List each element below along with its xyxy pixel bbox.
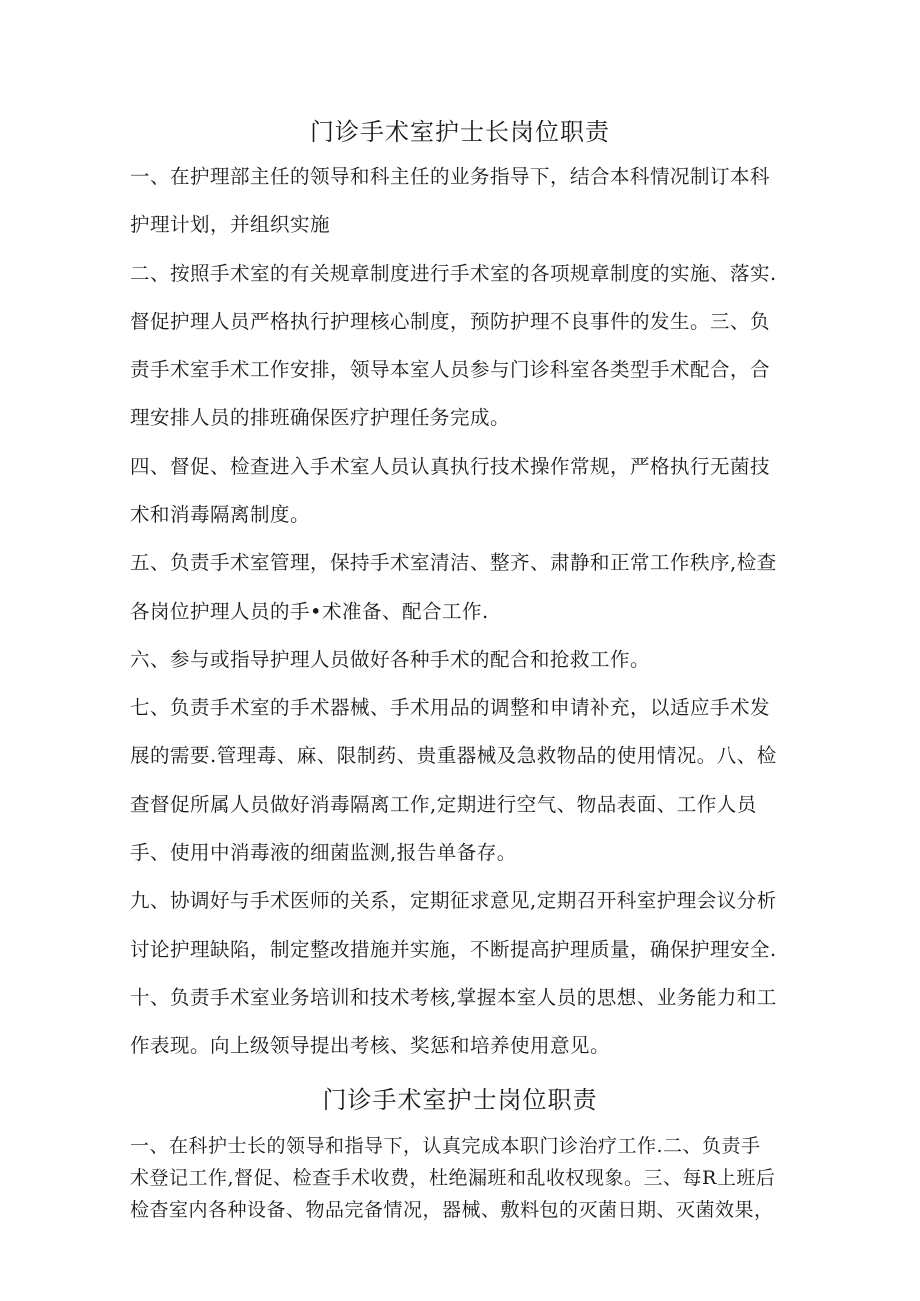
paragraph-line: 五、负责手术室管理，保持手术室清洁、整齐、肃静和正常工作秩序,检查 xyxy=(130,551,777,574)
paragraph-line: 督促护理人员严格执行护理核心制度，预防护理不良事件的发生。三、负 xyxy=(130,310,771,333)
paragraph-line: 理安排人员的排班确保医疗护理任务完成。 xyxy=(130,406,511,429)
paragraph-line: 四、督促、检查进入手术室人员认真执行技术操作常规，严格执行无菌技 xyxy=(130,455,771,478)
paragraph-line: 一、在护理部主任的领导和科主任的业务指导下，结合本科情况制订本科 xyxy=(130,165,771,188)
paragraph-line: 作表现。向上级领导提出考核、奖惩和培养使用意见。 xyxy=(130,1034,611,1057)
paragraph-line: 手、使用中消毒液的细菌监测,报告单备存。 xyxy=(130,841,517,864)
paragraph-line: 九、协调好与手术医师的关系，定期征求意见,定期召开科室护理会议分析 xyxy=(130,889,777,912)
paragraph-line: 七、负责手术室的手术器械、手术用品的调整和申请补充，以适应手术发 xyxy=(130,696,771,719)
paragraph-line: 各岗位护理人员的手•术准备、配合工作. xyxy=(130,600,489,623)
paragraph-line: 展的需要.管理毒、麻、限制药、贵重器械及急救物品的使用情况。八、检 xyxy=(130,744,777,767)
paragraph-line: 术登记工作,督促、检查手术收费，杜绝漏班和乱收权现象。三、每R上班后 xyxy=(130,1167,776,1189)
paragraph-line: 检杳室内各种设备、物品完备情况，器械、敷料包的灭菌日期、灭菌效果， xyxy=(130,1199,774,1221)
paragraph-line: 讨论护理缺陷，制定整改措施并实施，不断提高护理质量，确保护理安全. xyxy=(130,938,777,961)
paragraph-line: 术和消毒隔离制度。 xyxy=(130,503,311,526)
paragraph-line: 查督促所属人员做好消毒隔离工作,定期进行空气、物品表面、工作人员 xyxy=(130,793,757,816)
paragraph-line: 护理计划，并组织实施 xyxy=(130,213,331,236)
paragraph-line: 六、参与或指导护理人员做好各种手术的配合和抢救工作。 xyxy=(130,648,651,671)
head-nurse-duties-title: 门诊手术室护士长岗位职责 xyxy=(310,118,610,146)
nurse-duties-title: 门诊手术室护士岗位职责 xyxy=(322,1086,598,1114)
paragraph-line: 二、按照手术室的有关规章制度进行手术室的各项规章制度的实施、落实. xyxy=(130,262,777,285)
paragraph-line: 一、在科护士长的领导和指导下，认真完成本职门诊治疗工作.二、负责手 xyxy=(130,1135,761,1157)
paragraph-line: 十、负责手术室业务培训和技术考核,掌握本室人员的思想、业务能力和工 xyxy=(130,986,777,1009)
paragraph-line: 责手术室手术工作安排，领导本室人员参与门诊科室各类型手术配合，合 xyxy=(130,358,771,381)
